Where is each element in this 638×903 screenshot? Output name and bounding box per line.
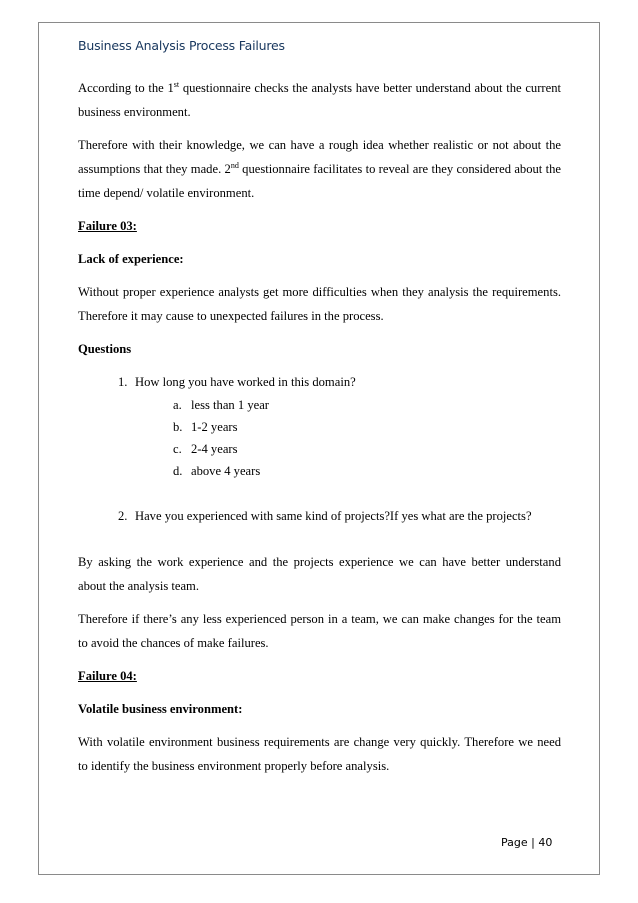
failure-03-title: Lack of experience: [78, 252, 184, 266]
failure-03-conclusion-1: By asking the work experience and the projects experience we can have better understand about the analysis team. [78, 555, 561, 593]
option-text: 1-2 years [191, 420, 238, 434]
failure-03-body: Without proper experience analysts get more difficulties when they analysis the requirements. Therefore it may cause to unexpected failures in the process. [78, 285, 561, 323]
option-letter: d. [173, 464, 183, 478]
option-b [78, 416, 561, 438]
failure-04-heading: Failure 04: [78, 669, 137, 683]
option-letter: c. [173, 442, 182, 456]
text-run: questionnaire checks the analysts have better understand about the current business environment. [78, 81, 561, 119]
running-header: Business Analysis Process Failures [78, 38, 285, 53]
question-text: Have you experienced with same kind of projects?If yes what are the projects? [135, 509, 532, 523]
option-text: above 4 years [191, 464, 261, 478]
questions-label: Questions [78, 342, 132, 356]
failure-04-body: With volatile environment business requirements are change very quickly. Therefore we need to identify the business environment properly before analysis. [78, 735, 561, 773]
spacer [78, 482, 561, 504]
option-text: 2-4 years [191, 442, 238, 456]
superscript: st [173, 79, 180, 89]
option-text: less than 1 year [191, 398, 269, 412]
text-run: Therefore with their knowledge, we can have a rough idea whether realistic or not about the assumptions that they made. 2 [78, 138, 561, 176]
failure-04-title: Volatile business environment: [78, 702, 243, 716]
superscript: nd [230, 160, 239, 170]
question-list [78, 370, 561, 550]
intro-paragraph-1 [78, 76, 561, 124]
spacer [78, 528, 561, 550]
option-a [78, 394, 561, 416]
question-number: 2. [118, 509, 128, 523]
failure-03-heading: Failure 03: [78, 219, 137, 233]
question-text: How long you have worked in this domain? [135, 375, 356, 389]
page-content [78, 76, 561, 787]
option-letter: a. [173, 398, 182, 412]
page-number: Page | 40 [501, 836, 553, 849]
question-2 [78, 504, 561, 528]
failure-03-conclusion-2: Therefore if there’s any less experienced person in a team, we can make changes for the team to avoid the chances of make failures. [78, 612, 561, 650]
option-d [78, 460, 561, 482]
option-c [78, 438, 561, 460]
option-letter: b. [173, 420, 183, 434]
intro-paragraph-2 [78, 133, 561, 205]
text-run: According to the 1 [78, 81, 174, 95]
question-1 [78, 370, 561, 394]
question-number: 1. [118, 375, 128, 389]
text-run: questionnaire facilitates to reveal are they considered about the time depend/ volatile environment. [78, 162, 561, 200]
